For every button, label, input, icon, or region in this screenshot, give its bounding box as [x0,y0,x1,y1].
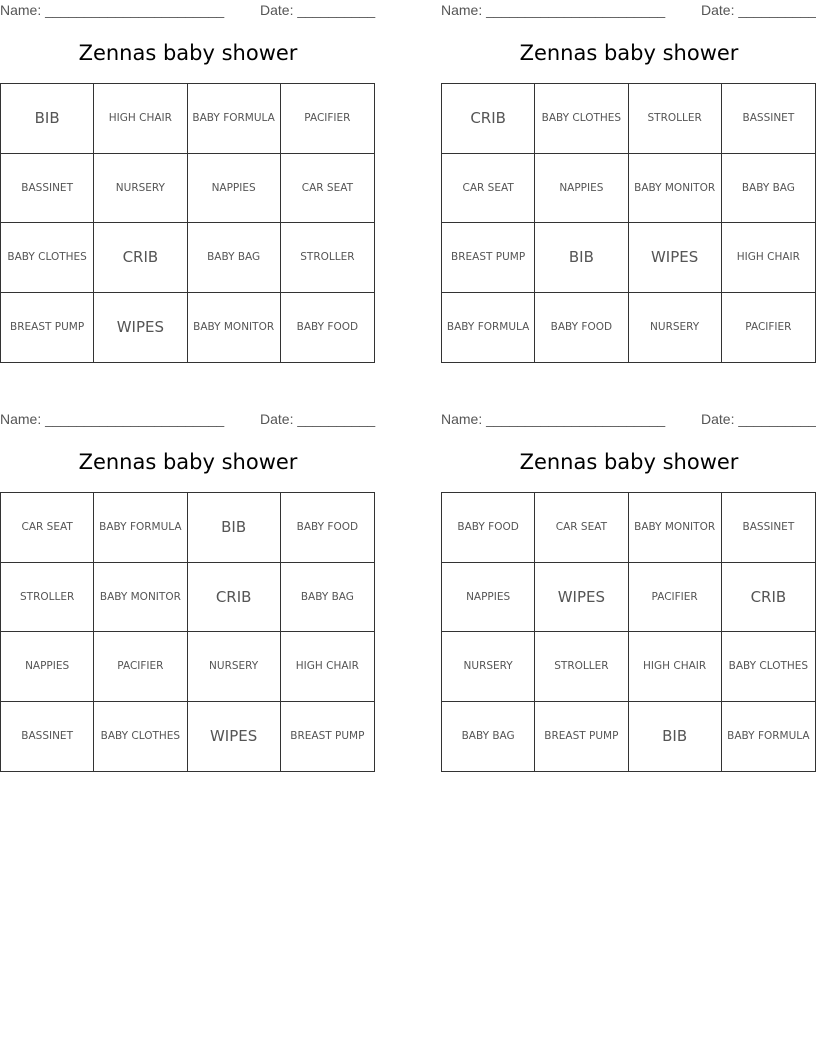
bingo-cell: CRIB [188,563,281,633]
bingo-cell: BREAST PUMP [1,293,94,363]
bingo-cell: WIPES [535,563,628,633]
bingo-cell: BABY MONITOR [94,563,187,633]
bingo-cell: STROLLER [281,223,374,293]
bingo-cell: BABY MONITOR [629,493,722,563]
bingo-cell: BASSINET [1,154,94,224]
bingo-cell: BABY FORMULA [188,84,281,154]
bingo-cell: BABY FORMULA [442,293,535,363]
bingo-cell: PACIFIER [94,632,187,702]
card-title: Zennas baby shower [519,41,739,65]
bingo-cell: BASSINET [722,493,815,563]
bingo-cell: BREAST PUMP [290,730,365,743]
bingo-cell: CAR SEAT [281,154,374,224]
bingo-cell: BABY FOOD [281,493,374,563]
bingo-cell: PACIFIER [629,563,722,633]
bingo-cell: NAPPIES [442,563,535,633]
card-title: Zennas baby shower [78,41,298,65]
date-field-label: Date: __________ [260,411,376,427]
bingo-cell: BABY FORMULA [727,730,810,743]
bingo-cell: BASSINET [722,84,815,154]
name-field-label: Name: _______________________ [441,2,666,18]
bingo-cell: STROLLER [535,632,628,702]
card-header-fields [441,2,816,20]
bingo-cell: NAPPIES [188,154,281,224]
bingo-cell: BABY FOOD [296,321,359,334]
name-field-label: Name: _______________________ [0,411,225,427]
bingo-cell: CRIB [722,563,815,633]
bingo-cell: CAR SEAT [1,493,94,563]
bingo-cell: BABY FORMULA [94,493,187,563]
bingo-cell: BABY MONITOR [629,154,722,224]
bingo-cell: CRIB [442,84,535,154]
bingo-cell: HIGH CHAIR [629,632,722,702]
date-field-label: Date: __________ [701,2,816,18]
bingo-cell: CRIB [94,223,187,293]
bingo-cell: BABY FOOD [442,493,535,563]
bingo-card [0,0,376,365]
bingo-cell: BABY FOOD [535,293,628,363]
bingo-cell: BABY BAG [281,563,374,633]
bingo-cell: NAPPIES [1,632,94,702]
card-header-fields [0,411,376,429]
bingo-cell: BREAST PUMP [535,702,628,772]
bingo-cell: NURSERY [442,632,535,702]
card-header-fields [0,2,376,20]
date-field-label: Date: __________ [260,2,376,18]
bingo-cell: BIB [1,84,94,154]
bingo-card [0,409,376,774]
bingo-cell: BABY MONITOR [188,293,281,363]
bingo-cell: PACIFIER [281,84,374,154]
bingo-cell: HIGH CHAIR [281,632,374,702]
bingo-cell: PACIFIER [745,321,792,334]
bingo-cell: BABY BAG [442,702,535,772]
bingo-grid [0,492,375,772]
bingo-cell: BABY CLOTHES [535,84,628,154]
bingo-cell: BABY CLOTHES [94,702,187,772]
bingo-cell: BIB [188,493,281,563]
bingo-cell: BABY BAG [188,223,281,293]
bingo-cell: WIPES [629,223,722,293]
name-field-label: Name: _______________________ [441,411,666,427]
card-header-fields [441,411,816,429]
bingo-cell: BABY CLOTHES [1,223,94,293]
date-field-label: Date: __________ [701,411,816,427]
bingo-grid [441,83,816,363]
bingo-cell: NURSERY [94,154,187,224]
card-title: Zennas baby shower [78,450,298,474]
bingo-cell: STROLLER [1,563,94,633]
bingo-cell: HIGH CHAIR [722,223,815,293]
bingo-cell: STROLLER [629,84,722,154]
bingo-cell: NAPPIES [535,154,628,224]
bingo-cell: BABY CLOTHES [722,632,815,702]
bingo-card [441,409,816,774]
bingo-cell: WIPES [188,702,281,772]
bingo-cell: NURSERY [188,632,281,702]
bingo-cell: WIPES [94,293,187,363]
name-field-label: Name: _______________________ [0,2,225,18]
bingo-cell: CAR SEAT [535,493,628,563]
bingo-cell: BREAST PUMP [442,223,535,293]
bingo-cell: BIB [535,223,628,293]
bingo-cell: HIGH CHAIR [94,84,187,154]
bingo-grid [441,492,816,772]
bingo-grid [0,83,375,363]
card-title: Zennas baby shower [519,450,739,474]
bingo-card [441,0,816,365]
bingo-cell: CAR SEAT [442,154,535,224]
bingo-cell: BIB [629,702,722,772]
bingo-cell: NURSERY [629,293,722,363]
bingo-cell: BASSINET [1,702,94,772]
bingo-cell: BABY BAG [722,154,815,224]
